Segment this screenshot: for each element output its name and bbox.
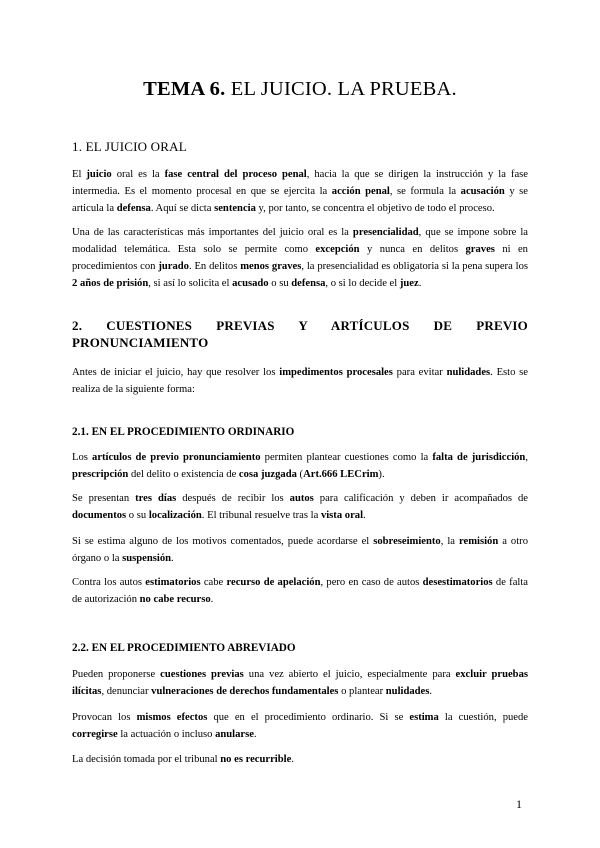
bold-term: cuestiones previas xyxy=(160,669,244,680)
text-run: la actuación o incluso xyxy=(117,729,216,740)
bold-term: impedimentos procesales xyxy=(279,367,393,378)
text-run: . xyxy=(363,510,366,521)
bold-term: desestimatorios xyxy=(422,577,493,588)
text-run: , o si lo decide el xyxy=(325,278,400,289)
title-number: TEMA 6. xyxy=(143,78,226,100)
text-run: , que se impone sobre la modalidad telemática. Esta solo se permite como xyxy=(72,227,528,255)
page-title xyxy=(0,78,600,101)
bold-term: defensa xyxy=(291,278,326,289)
page-number: 1 xyxy=(516,797,522,811)
text-run: oral es la xyxy=(111,169,165,180)
text-run: que en el procedimiento ordinario. Si se xyxy=(207,712,410,723)
bold-term: presencialidad xyxy=(352,227,419,238)
text-run: una vez abierto el juicio, especialmente para xyxy=(243,669,456,680)
text-run: cabe xyxy=(200,577,227,588)
bold-term: 2 años de prisión xyxy=(72,278,149,289)
text-run: . xyxy=(291,754,294,765)
bold-term: suspensión xyxy=(122,553,172,564)
bold-term: tres días xyxy=(135,493,177,504)
subsection-2-1-paragraph-4 xyxy=(72,574,528,608)
text-run: Una de las características más importantes del juicio oral es la xyxy=(72,227,353,238)
bold-term: prescripción xyxy=(72,469,129,480)
text-run: Si se estima alguno de los motivos comentados, puede acordarse el xyxy=(72,536,374,547)
bold-term: menos graves xyxy=(240,261,302,272)
text-run: o su xyxy=(126,510,149,521)
text-run: La decisión tomada por el tribunal xyxy=(72,754,221,765)
section-2-heading: 2. CUESTIONES PREVIAS Y ARTÍCULOS DE PREVIO PRONUNCIAMIENTO xyxy=(72,318,528,350)
title-text: EL JUICIO. LA PRUEBA. xyxy=(225,78,457,100)
bold-term: sentencia xyxy=(214,203,256,214)
text-run: . xyxy=(171,553,174,564)
text-run: Antes de iniciar el juicio, hay que resolver los xyxy=(72,367,280,378)
bold-term: sobreseimiento xyxy=(373,536,441,547)
bold-term: cosa juzgada xyxy=(238,469,297,480)
bold-term: acusado xyxy=(232,278,269,289)
text-run: , xyxy=(525,452,528,463)
bold-term: acusación xyxy=(460,186,505,197)
text-run: y, por tanto, se concentra el objetivo de todo el proceso. xyxy=(255,203,495,214)
text-run: o su xyxy=(268,278,292,289)
bold-term: localización xyxy=(148,510,202,521)
bold-term: estima xyxy=(409,712,439,723)
bold-term: nulidades xyxy=(446,367,491,378)
bold-term: anularse xyxy=(215,729,254,740)
text-run: ni en procedimientos con xyxy=(72,244,528,272)
bold-term: acción penal xyxy=(331,186,390,197)
bold-term: defensa xyxy=(116,203,151,214)
text-run: , la presencialidad es obligatoria si la pena supera los xyxy=(301,261,529,272)
text-run: , si así lo solicita el xyxy=(148,278,233,289)
bold-term: excepción xyxy=(315,244,360,255)
subsection-2-2-heading: 2.2. EN EL PROCEDIMIENTO ABREVIADO xyxy=(72,642,296,654)
text-run: permiten plantear cuestiones como la xyxy=(260,452,433,463)
text-run: y nunca en delitos xyxy=(359,244,466,255)
text-run: Provocan los xyxy=(72,712,137,723)
bold-term: excluir pruebas ilícitas xyxy=(72,669,528,697)
bold-term: juicio xyxy=(86,169,112,180)
subsection-2-1-paragraph-1 xyxy=(72,449,528,483)
text-run: para calificación y deben ir acompañados de xyxy=(313,493,528,504)
section-1-heading: 1. EL JUICIO ORAL xyxy=(72,139,187,154)
bold-term: vista oral xyxy=(320,510,364,521)
bold-term: artículos de previo pronunciamiento xyxy=(92,452,261,463)
text-run: después de recibir los xyxy=(176,493,290,504)
text-run: , denunciar xyxy=(101,686,152,697)
section-1-paragraph-2 xyxy=(72,224,528,292)
bold-term: falta de jurisdicción xyxy=(432,452,526,463)
text-run: , se formula la xyxy=(389,186,461,197)
text-run: , pero en caso de autos xyxy=(320,577,423,588)
subsection-2-1-heading: 2.1. EN EL PROCEDIMIENTO ORDINARIO xyxy=(72,426,295,438)
bold-term: mismos efectos xyxy=(136,712,208,723)
text-run: . Esto se realiza de la siguiente forma: xyxy=(72,367,528,395)
text-run: , hacia la que se dirigen la instrucción y la fase intermedia. Es el momento procesal en que se ejercita la xyxy=(72,169,528,197)
section-2-intro xyxy=(72,364,528,398)
bold-term: graves xyxy=(465,244,495,255)
bold-term: nulidades xyxy=(385,686,430,697)
text-run: a otro órgano o la xyxy=(72,536,528,564)
text-run: . Aquí se dicta xyxy=(150,203,215,214)
text-run: o plantear xyxy=(338,686,386,697)
subsection-2-2-paragraph-1 xyxy=(72,666,528,700)
text-run: . En delitos xyxy=(188,261,241,272)
bold-term: documentos xyxy=(72,510,127,521)
text-run: . xyxy=(418,278,422,289)
text-run: del delito o existencia de xyxy=(128,469,239,480)
text-run: . xyxy=(210,594,214,605)
bold-term: Art.666 LECrim xyxy=(303,469,379,480)
text-run: para evitar xyxy=(392,367,447,378)
subsection-2-2-paragraph-2 xyxy=(72,709,528,743)
text-run: El xyxy=(72,169,87,180)
text-run: ). xyxy=(378,469,385,480)
bold-term: no cabe recurso xyxy=(139,594,211,605)
bold-term: autos xyxy=(289,493,314,504)
bold-term: juez xyxy=(399,278,419,289)
bold-term: recurso de apelación xyxy=(226,577,321,588)
text-run: de falta de autorización xyxy=(72,577,528,605)
bold-term: fase central del proceso penal xyxy=(164,169,307,180)
text-run: , la xyxy=(440,536,459,547)
text-run: ( xyxy=(296,469,304,480)
bold-term: corregirse xyxy=(72,729,118,740)
text-run: . El tribunal resuelve tras la xyxy=(201,510,321,521)
text-run: la cuestión, puede xyxy=(438,712,528,723)
subsection-2-1-paragraph-2 xyxy=(72,490,528,524)
text-run: . xyxy=(253,729,257,740)
text-run: Se presentan xyxy=(72,493,136,504)
text-run: Pueden proponerse xyxy=(72,669,161,680)
bold-term: no es recurrible xyxy=(220,754,292,765)
bold-term: estimatorios xyxy=(145,577,201,588)
text-run: . xyxy=(429,686,433,697)
section-1-paragraph-1 xyxy=(72,166,528,217)
text-run: y se articula la xyxy=(72,186,528,214)
subsection-2-1-paragraph-3 xyxy=(72,533,528,567)
text-run: Los xyxy=(72,452,93,463)
bold-term: vulneraciones de derechos fundamentales xyxy=(151,686,339,697)
subsection-2-2-paragraph-3 xyxy=(72,751,528,768)
bold-term: remisión xyxy=(459,536,499,547)
text-run: Contra los autos xyxy=(72,577,146,588)
bold-term: jurado xyxy=(158,261,189,272)
